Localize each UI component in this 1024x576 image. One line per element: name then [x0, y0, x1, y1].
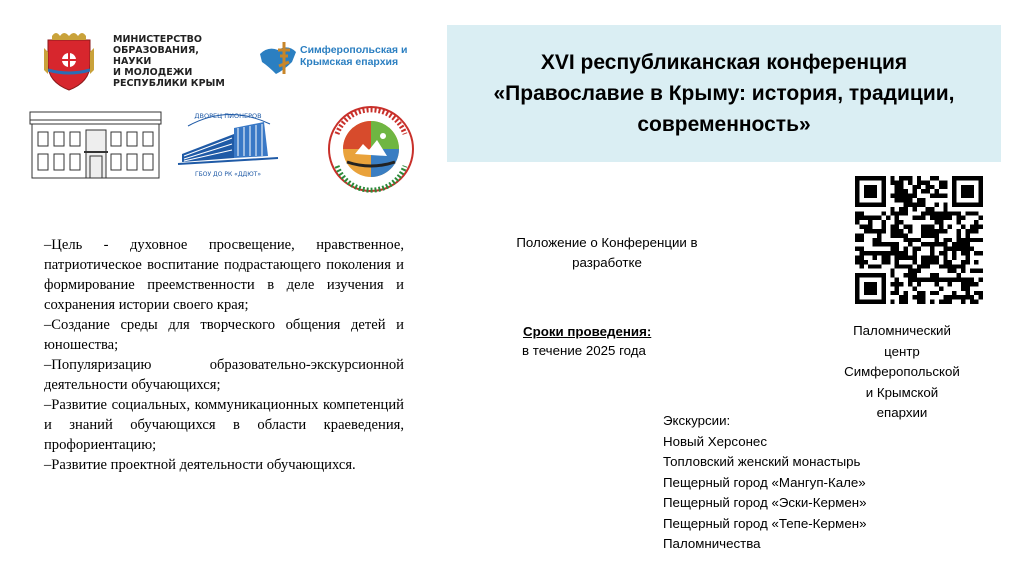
goal-paragraph: –Создание среды для творческого общения детей и юношества;	[44, 317, 404, 353]
list-item: Паломничества	[663, 536, 761, 551]
conference-title	[494, 47, 955, 140]
ministry-line: МИНИСТЕРСТВО	[113, 34, 202, 45]
palace-subtitle: ГБОУ ДО РК «ДДЮТ»	[194, 171, 262, 178]
eparchy-line: Крымская епархия	[300, 56, 399, 68]
list-item: Пещерный город «Тепе-Кермен»	[663, 515, 867, 531]
goal-paragraph: –Развитие социальных, коммуникационных компетенций и знаний обучающихся в области краеведения, профориентацию;	[44, 397, 404, 453]
eparchy-line: Симферопольская и	[300, 44, 408, 56]
palace-title: ДВОРЕЦ ПИОНЕРОВ	[194, 112, 262, 120]
list-item: Новый Херсонес	[663, 433, 767, 449]
list-item: Пещерный город «Эски-Кермен»	[663, 495, 867, 510]
title-line: XVI республиканская конференция	[540, 51, 908, 74]
ministry-line: ОБРАЗОВАНИЯ, НАУКИ	[113, 45, 199, 67]
conference-goals	[44, 235, 404, 475]
conference-title-banner	[447, 25, 1001, 162]
title-line: «Православие в Крыму: история, традиции,	[493, 82, 955, 105]
building-drawing	[28, 108, 163, 180]
list-item: Пещерный город «Мангуп-Кале»	[663, 474, 866, 490]
excursions-heading: Экскурсии:	[663, 413, 731, 428]
regulation-note: Положение о Конференции в разработке	[516, 235, 698, 270]
palace-of-pioneers-logo	[174, 104, 282, 180]
title-line: современность»	[637, 113, 811, 136]
excursions-list	[663, 411, 923, 555]
list-item: Топловский женский монастырь	[663, 454, 861, 469]
ministry-line: РЕСПУБЛИКИ КРЫМ	[113, 78, 225, 89]
goal-paragraph: –Популяризацию образовательно-экскурсионной деятельности обучающихся;	[44, 357, 404, 393]
goal-paragraph: –Развитие проектной деятельности обучающихся.	[44, 457, 356, 473]
eparchy-text	[300, 44, 425, 68]
ministry-text	[113, 34, 233, 89]
pilgrim-line: Симферопольской	[844, 364, 960, 379]
pilgrim-center	[832, 321, 972, 424]
eparchy-map-icon	[258, 40, 298, 78]
dates-label: Сроки проведения:	[523, 324, 652, 339]
pilgrim-line: епархии	[876, 405, 928, 420]
ministry-line: И МОЛОДЕЖИ	[113, 67, 193, 78]
crimea-crest-logo	[42, 30, 96, 92]
tourism-center-logo	[325, 104, 417, 194]
pilgrim-line: и Крымской	[865, 384, 939, 400]
pilgrim-line: Паломнический	[853, 323, 951, 338]
dates-value: в течение 2025 года	[522, 343, 646, 358]
qr-code[interactable]	[855, 176, 983, 304]
goal-paragraph: –Цель - духовное просвещение, нравственное, патриотическое воспитание подрастающего поколения и формирование преемственности в деле изучения и сохранения истории своего края;	[44, 237, 404, 313]
pilgrim-line: центр	[884, 343, 920, 359]
